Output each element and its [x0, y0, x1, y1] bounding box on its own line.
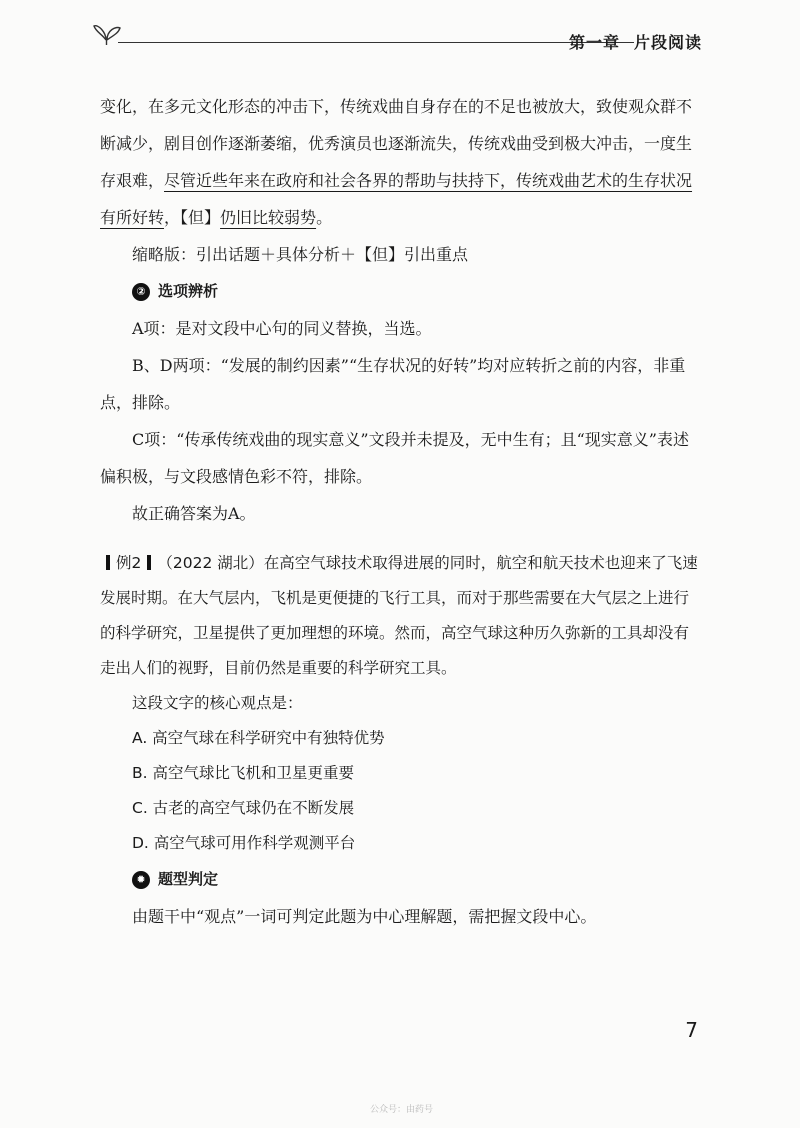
underlined-emphasis: 仍旧比较弱势 [220, 208, 317, 227]
option-a: A. 高空气球在科学研究中有独特优势 [132, 729, 385, 747]
option-b: B. 高空气球比飞机和卫星更重要 [132, 764, 354, 782]
section-title: 题型判定 [158, 870, 219, 888]
page-header [92, 18, 702, 58]
underlined-text: 尽管近些年来在政府和社会各界的帮助与扶持下，传统戏曲艺术的生存状况有所好转 [100, 171, 693, 227]
summary-line: 缩略版：引出话题＋具体分析＋【但】引出重点 [132, 245, 469, 264]
passage-paragraph: 变化，在多元文化形态的冲击下，传统戏曲自身存在的不足也被放大，致使观众群不断减少，剧目创作逐渐萎缩，优秀演员也逐渐流失，传统戏曲受到极大冲击，一度生存艰难，尽管近些年来在政府和社会各界的帮助与扶持下，传统戏曲艺术的生存状况有所好转，【但】仍旧比较弱势。 [100, 97, 693, 227]
watermark: 公众号：由药号 [370, 1105, 434, 1115]
example-text: 在高空气球技术取得进展的同时，航空和航天技术也迎来了飞速发展时期。在大气层内，飞机是更便捷的飞行工具，而对于那些需要在大气层之上进行的科学研究，卫星提供了更加理想的环境。然而，高空气球这种历久弥新的工具却没有走出人们的视野，目前仍然是重要的科学研究工具。 [100, 554, 698, 677]
sprout-icon [92, 18, 122, 48]
analysis-bd: B、D两项：“发展的制约因素”“生存状况的好转”均对应转折之前的内容，非重点，排除。 [100, 356, 686, 412]
page-body [100, 88, 700, 935]
example-label: 例2 [116, 554, 142, 572]
example-paragraph [100, 546, 700, 686]
section-title: 选项辨析 [158, 282, 219, 300]
analysis-a: A项：是对文段中心句的同义替换，当选。 [132, 319, 432, 338]
gear-icon: ✹ [132, 871, 150, 889]
chapter-section: 片段阅读 [633, 33, 702, 52]
section-option-analysis [100, 273, 700, 310]
circled-two-icon: ② [132, 283, 150, 301]
answer-line: 故正确答案为A。 [132, 504, 256, 523]
example-bracket-right [147, 555, 151, 570]
chapter-number: 第一章 [568, 33, 620, 52]
chapter-title [569, 30, 702, 53]
example-source: （2022 湖北） [157, 554, 264, 572]
header-rule [118, 42, 634, 43]
analysis-c: C项：“传承传统戏曲的现实意义”文段并未提及，无中生有；且“现实意义”表述偏积极，与文段感情色彩不符，排除。 [100, 430, 689, 486]
option-d: D. 高空气球可用作科学观测平台 [132, 834, 356, 852]
question-stem: 这段文字的核心观点是： [132, 694, 303, 712]
but-marker: 【但】 [180, 208, 221, 227]
judgement-line: 由题干中“观点”一词可判定此题为中心理解题，需把握文段中心。 [132, 907, 597, 926]
option-c: C. 古老的高空气球仍在不断发展 [132, 799, 355, 817]
example-bracket-left [106, 555, 110, 570]
passage-text: 变化，在多元文化形态的冲击下，传统戏曲自身存在的不足也被放大，致使观众群不断减少，剧目创作逐渐萎缩，优秀演员也逐渐流失，传统戏曲受到极大冲击，一度生存艰难， [100, 97, 693, 190]
section-question-type [100, 861, 700, 898]
page-number: 7 [685, 1018, 698, 1042]
